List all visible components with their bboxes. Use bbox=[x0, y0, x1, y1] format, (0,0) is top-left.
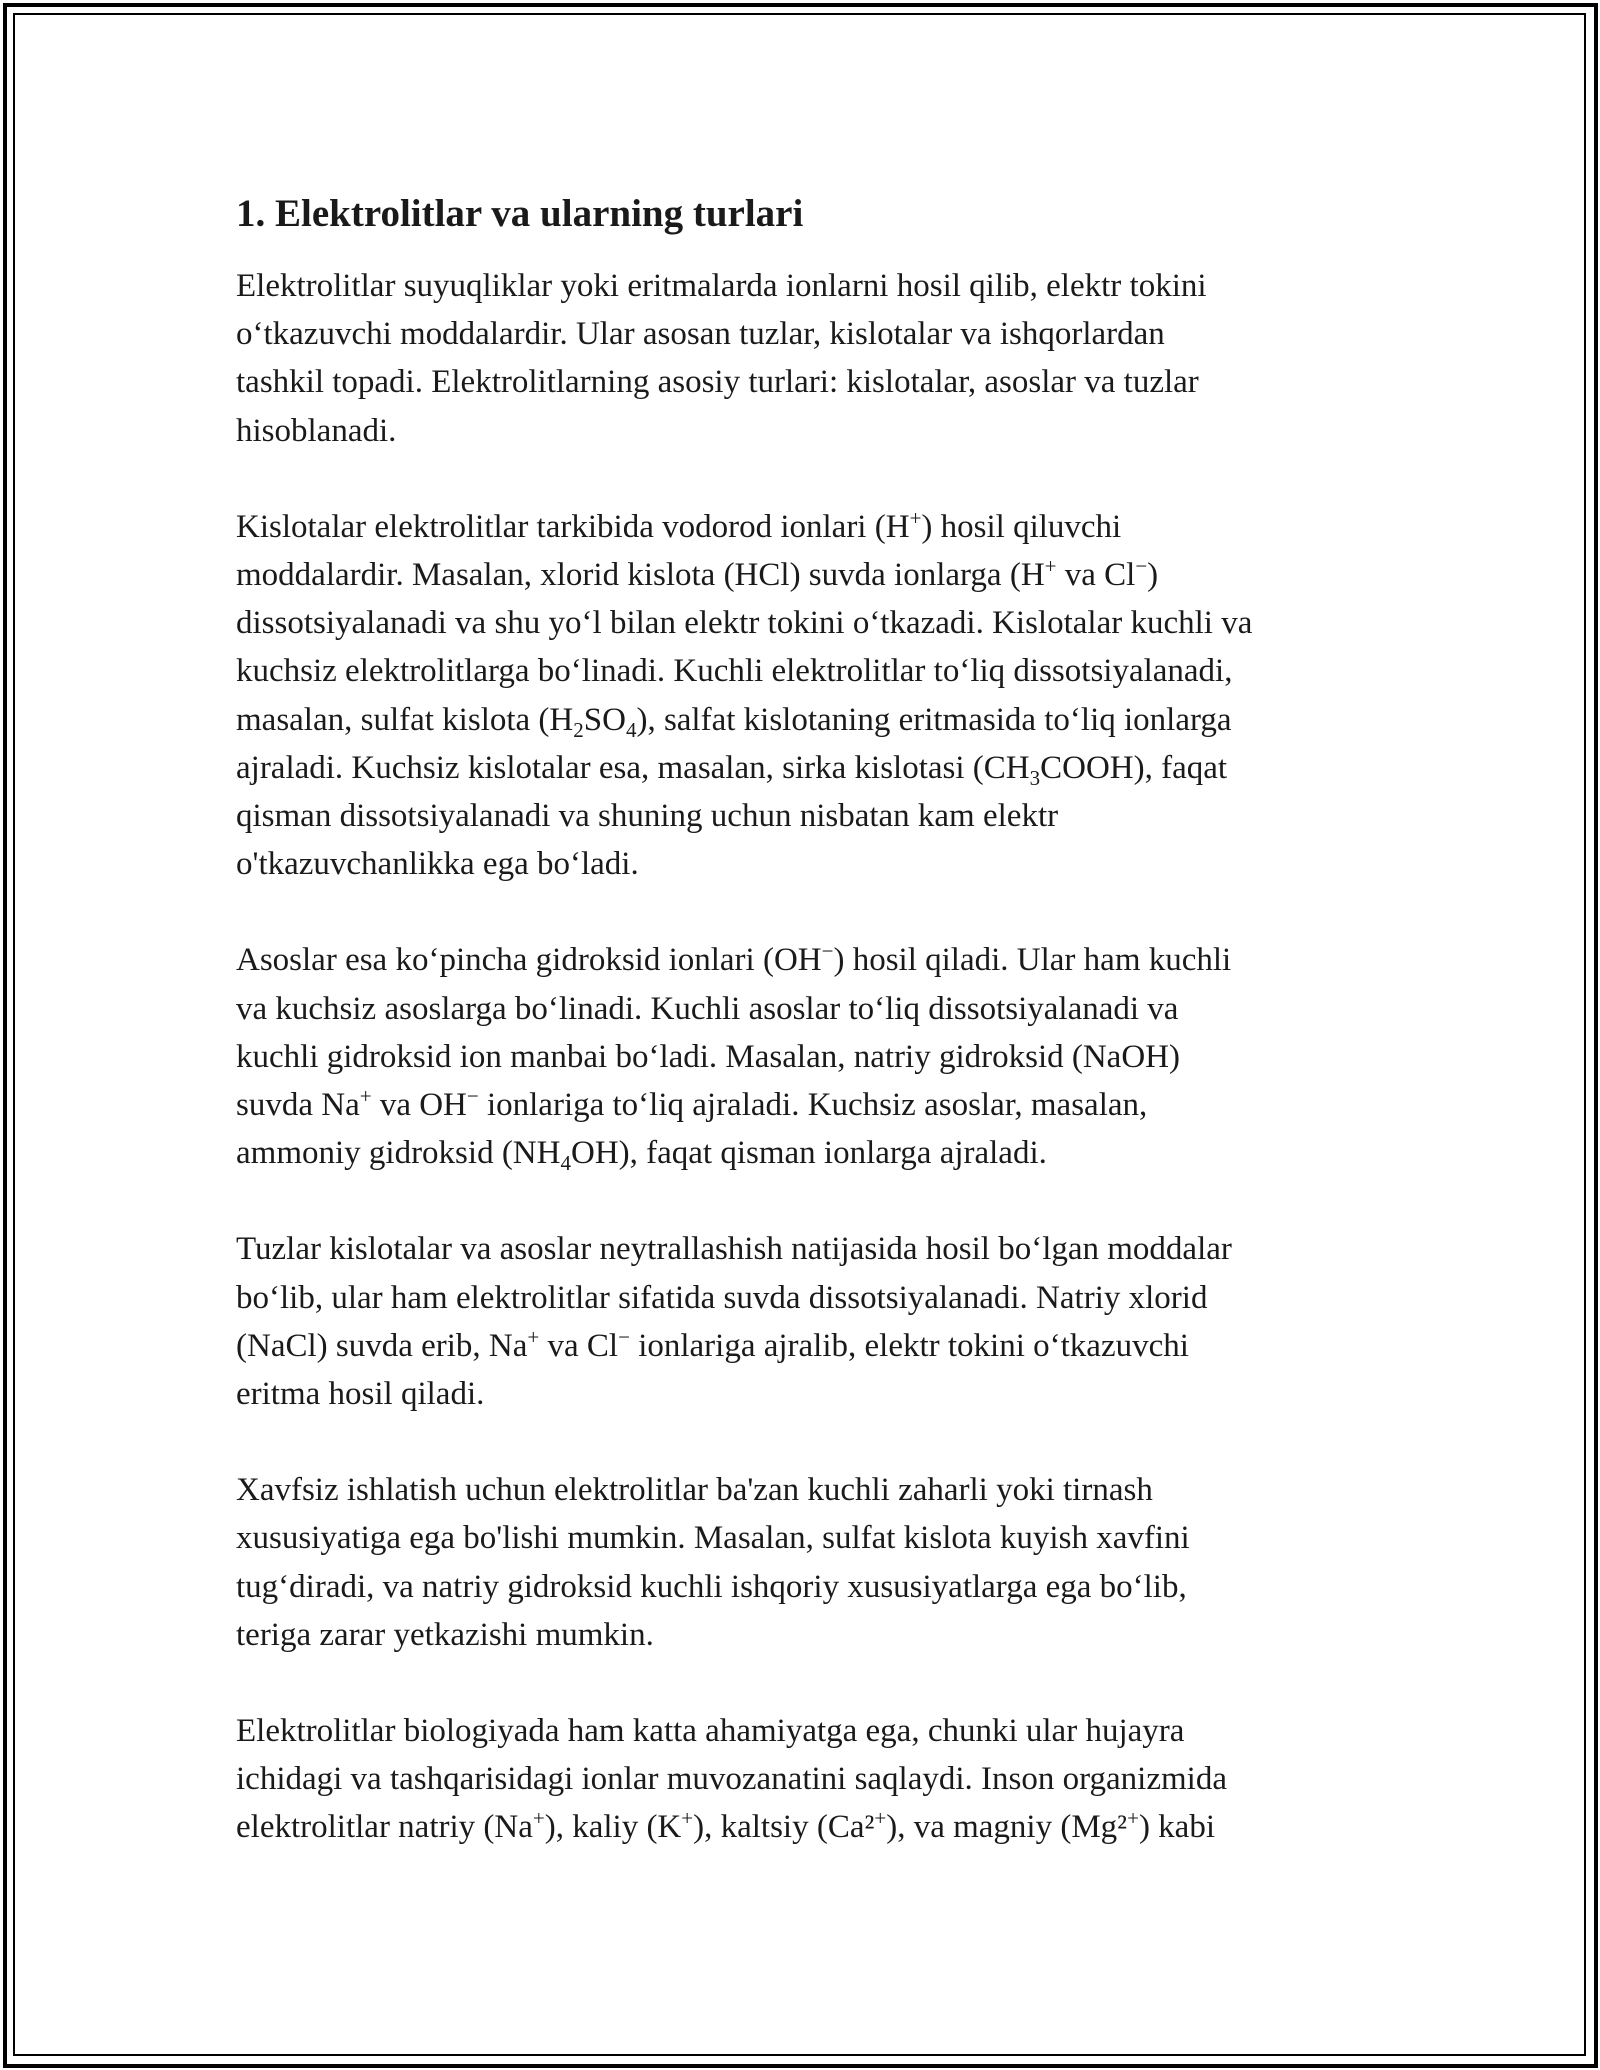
subscript: 2 bbox=[573, 717, 584, 742]
text-line: ammoniy gidroksid $(NH_4OH)$, faqat qisman ionlarga ajraladi. bbox=[236, 1135, 1047, 1176]
text-line: xususiyatiga ega bo'lishi mumkin. Masalan, sulfat kislota kuyish xavfini bbox=[236, 1520, 1190, 1557]
text-line: moddalardir. Masalan, xlorid kislota (HCl) suvda ionlarga (H+ va Cl−) bbox=[236, 554, 1159, 594]
text-line: Kislotalar elektrolitlar tarkibida vodorod ionlari (H+) hosil qiluvchi bbox=[236, 505, 1122, 545]
text-line: Tuzlar kislotalar va asoslar neytrallashish natijasida hosil bo‘lgan moddalar bbox=[236, 1231, 1232, 1268]
superscript: − bbox=[466, 1084, 479, 1109]
text-line: o‘tkazuvchi moddalardir. Ular asosan tuzlar, kislotalar va ishqorlardan bbox=[236, 316, 1165, 353]
text-line: va kuchsiz asoslarga bo‘linadi. Kuchli asoslar to‘liq dissotsiyalanadi va bbox=[236, 990, 1179, 1027]
paragraph bbox=[236, 936, 1386, 1177]
text-line: hisoblanadi. bbox=[236, 412, 397, 449]
text-line: masalan, sulfat kislota $(H_2SO_4)$, salfat kislotaning eritmasida to‘liq ionlarga bbox=[236, 701, 1232, 742]
subscript: 4 bbox=[560, 1151, 571, 1176]
subscript: 4 bbox=[625, 717, 637, 742]
text-line: ajraladi. Kuchsiz kislotalar esa, masalan, sirka kislotasi $(CH_3COOH)$, faqat bbox=[236, 749, 1228, 790]
superscript: − bbox=[1135, 554, 1148, 579]
text-line: teriga zarar yetkazishi mumkin. bbox=[236, 1616, 654, 1653]
paragraph bbox=[236, 1466, 1386, 1659]
paragraph bbox=[236, 1225, 1386, 1418]
superscript: + bbox=[909, 505, 922, 530]
text-line: elektrolitlar natriy (Na+), kaliy (K+), kaltsiy (Ca²+), va magniy (Mg²+) kabi bbox=[236, 1806, 1215, 1846]
text-line: qisman dissotsiyalanadi va shuning uchun nisbatan kam elektr bbox=[236, 798, 1059, 835]
text-line: Asoslar esa ko‘pincha gidroksid ionlari (OH−) hosil qiladi. Ular ham kuchli bbox=[236, 939, 1232, 979]
text-line: o'tkazuvchanlikka ega bo‘ladi. bbox=[236, 846, 639, 883]
text-line: Xavfsiz ishlatish uchun elektrolitlar ba'zan kuchli zaharli yoki tirnash bbox=[236, 1472, 1153, 1509]
superscript: − bbox=[821, 939, 834, 964]
superscript: + bbox=[359, 1084, 372, 1109]
superscript: + bbox=[681, 1806, 694, 1831]
text-line: tug‘diradi, va natriy gidroksid kuchli ishqoriy xususiyatlarga ega bo‘lib, bbox=[236, 1568, 1187, 1605]
superscript: + bbox=[532, 1806, 545, 1831]
section-heading: 1. Elektrolitlar va ularning turlari bbox=[236, 192, 804, 235]
text-line: ichidagi va tashqarisidagi ionlar muvozanatini saqlaydi. Inson organizmida bbox=[236, 1761, 1227, 1798]
text-line: tashkil topadi. Elektrolitlarning asosiy turlari: kislotalar, asoslar va tuzlar bbox=[236, 364, 1199, 401]
superscript: + bbox=[1127, 1806, 1139, 1831]
paragraph bbox=[236, 503, 1386, 889]
subscript: 3 bbox=[1029, 765, 1041, 790]
paragraph bbox=[236, 1707, 1386, 1852]
text-line: dissotsiyalanadi va shu yo‘l bilan elektr tokini o‘tkazadi. Kislotalar kuchli va bbox=[236, 605, 1253, 642]
superscript: − bbox=[618, 1324, 630, 1349]
text-line: (NaCl) suvda erib, Na+ va Cl− ionlariga ajralib, elektr tokini o‘tkazuvchi bbox=[236, 1324, 1189, 1364]
text-line: kuchsiz elektrolitlarga bo‘linadi. Kuchli elektrolitlar to‘liq dissotsiyalanadi, bbox=[236, 653, 1233, 690]
superscript: + bbox=[874, 1806, 887, 1831]
text-line: suvda Na+ va OH− ionlariga to‘liq ajraladi. Kuchsiz asoslar, masalan, bbox=[236, 1084, 1148, 1124]
superscript: + bbox=[527, 1324, 540, 1349]
text-line: eritma hosil qiladi. bbox=[236, 1376, 485, 1413]
paragraph-list bbox=[236, 262, 1386, 1852]
text-line: Elektrolitlar suyuqliklar yoki eritmalarda ionlarni hosil qilib, elektr tokini bbox=[236, 268, 1207, 304]
superscript: + bbox=[1044, 554, 1057, 579]
paragraph bbox=[236, 262, 1386, 455]
document-body bbox=[236, 188, 1386, 1852]
text-line: kuchli gidroksid ion manbai bo‘ladi. Masalan, natriy gidroksid (NaOH) bbox=[236, 1038, 1180, 1075]
text-line: bo‘lib, ular ham elektrolitlar sifatida suvda dissotsiyalanadi. Natriy xlorid bbox=[236, 1279, 1208, 1316]
text-line: Elektrolitlar biologiyada ham katta ahamiyatga ega, chunki ular hujayra bbox=[236, 1713, 1185, 1750]
